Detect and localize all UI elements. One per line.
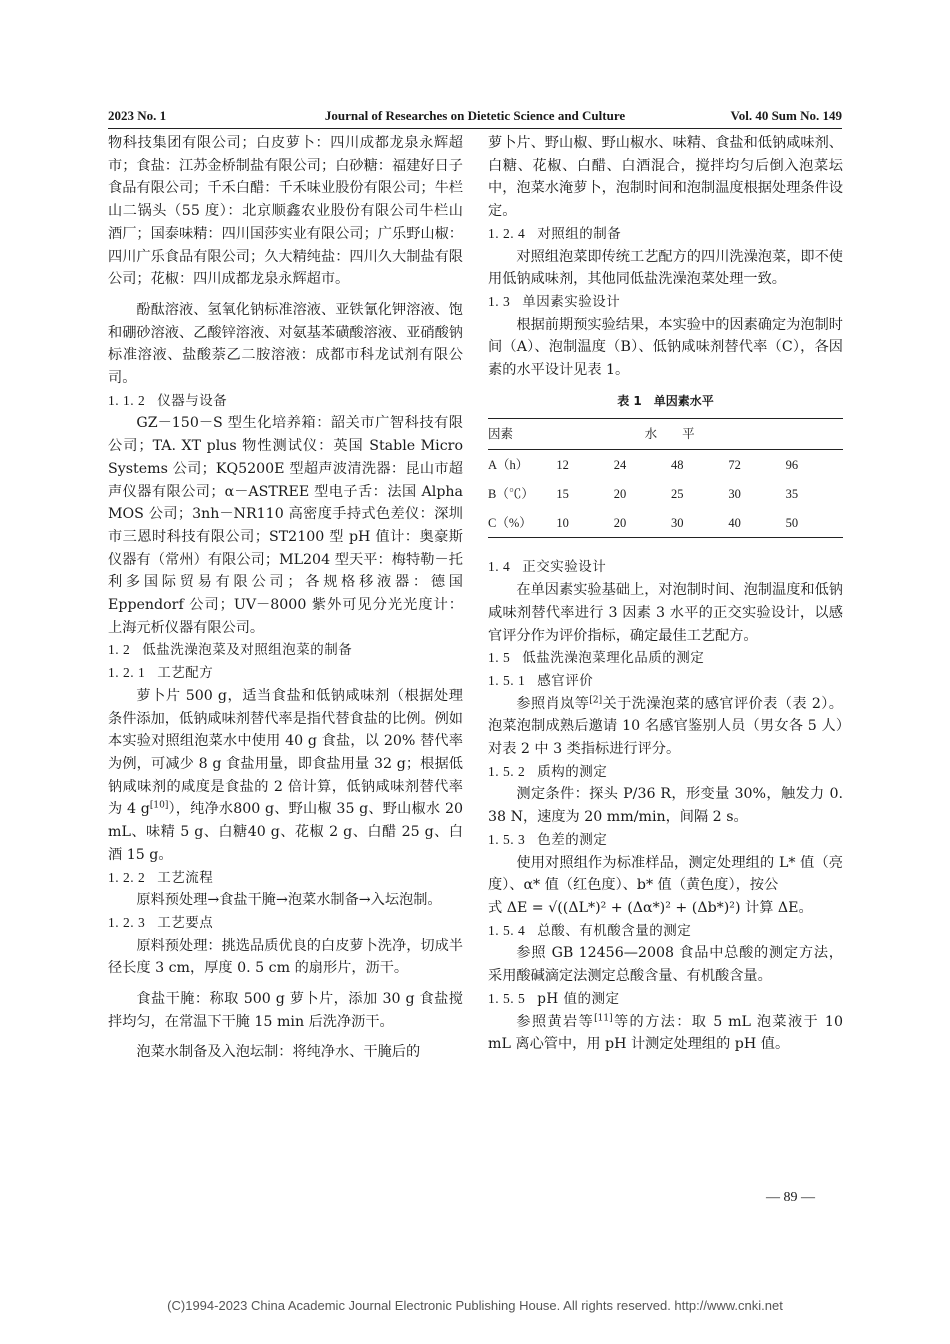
section-1-1-2: 1. 1. 2 仪器与设备 <box>108 392 228 409</box>
orthogonal-paragraph: 在单因素实验基础上，对泡制时间、泡制温度和低钠咸味剂替代率进行 3 因素 3 水平的正交实验设计，以感官评分作为评价指标，确定最佳工艺配方。 <box>488 582 843 644</box>
section-1-3: 1. 3 单因素实验设计 <box>488 293 621 310</box>
color-formula: 式 ΔE = √((ΔL*)² + (Δα*)² + (Δb*)²) 计算 ΔE。 <box>488 899 813 916</box>
copyright-footer: (C)1994-2023 China Academic Journal Electronic Publishing House. All rights reserved. http://www.cnki.net <box>167 1298 783 1313</box>
section-1-5-2: 1. 5. 2 质构的测定 <box>488 763 608 780</box>
section-1-2-2: 1. 2. 2 工艺流程 <box>108 869 214 886</box>
pretreatment-paragraph: 原料预处理：挑选品质优良的白皮萝卜洗净，切成半径长度 3 cm，厚度 0. 5 cm 的扇形片，沥干。 <box>108 937 463 977</box>
ph-paragraph: 参照黄岩等[11]等的方法：取 5 mL 泡菜液于 10 mL 离心管中，用 pH 计测定处理组的 pH 值。 <box>488 1012 843 1053</box>
section-1-2-4: 1. 2. 4 对照组的制备 <box>488 225 622 242</box>
table-1-caption: 表 1 单因素水平 <box>617 393 714 408</box>
flow-paragraph: 原料预处理→食盐干腌→泡菜水制备→入坛泡制。 <box>136 892 442 909</box>
section-1-5-3: 1. 5. 3 色差的测定 <box>488 831 608 848</box>
citation-10[interactable]: [10] <box>149 800 169 811</box>
brine-continued-paragraph: 萝卜片、野山椒、野山椒水、味精、食盐和低钠咸味剂、白糖、花椒、白醋、白酒混合，搅拌均匀后倒入泡菜坛中，泡菜水淹萝卜，泡制时间和泡制温度根据处理条件设定。 <box>488 135 843 220</box>
page-number: — 89 — <box>766 1190 815 1205</box>
brine-paragraph: 泡菜水制备及入泡坛制：将纯净水、干腌后的 <box>136 1044 421 1061</box>
section-1-5-4: 1. 5. 4 总酸、有机酸含量的测定 <box>488 922 692 939</box>
section-1-4: 1. 4 正交实验设计 <box>488 559 607 576</box>
header-journal: Journal of Researches on Dietetic Science and Culture <box>324 108 626 123</box>
salting-paragraph: 食盐干腌：称取 500 g 萝卜片，添加 30 g 食盐搅拌均匀，在常温下干腌 15 min 后洗净沥干。 <box>108 991 463 1030</box>
table-row: C（%） 10 20 30 40 50 <box>488 508 843 538</box>
section-1-2: 1. 2 低盐洗澡泡菜及对照组泡菜的制备 <box>108 642 353 659</box>
table-head-level: 水 平 <box>556 419 843 450</box>
instruments-paragraph: GZ－150－S 型生化培养箱：韶关市广智科技有限公司；TA. XT plus 物性测试仪：英国 Stable Micro Systems 公司；KQ5200E 型超声波清洗器：昆山市超声仪器有限公司；α－ASTREE 型电子舌：法国 Alpha MOS 公司；3nh－NR110 高密度手持式色差仪：深圳市三恩时科技有限公司；ST2100 型 pH 值计：奥豪斯仪器有（常州）有限公司；ML204 型天平：梅特勒－托利多国际贸易有限公司；各规格移液器：德国 Eppendorf 公司；UV－8000 紫外可见分光光度计：上海元析仪器有限公司。 <box>108 415 463 636</box>
single-factor-paragraph: 根据前期预实验结果，本实验中的因素确定为泡制时间（A）、泡制温度（B）、低钠咸味剂替代率（C），各因素的水平设计见表 1。 <box>488 316 843 379</box>
table-1 <box>488 418 843 538</box>
section-1-5: 1. 5 低盐洗澡泡菜理化品质的测定 <box>488 650 705 667</box>
acid-paragraph: 参照 GB 12456—2008 食品中总酸的测定方法，采用酸碱滴定法测定总酸含量、有机酸含量。 <box>488 945 843 985</box>
section-1-2-1: 1. 2. 1 工艺配方 <box>108 665 214 682</box>
header-rule <box>108 128 842 129</box>
section-1-5-1: 1. 5. 1 感官评价 <box>488 672 594 689</box>
citation-11[interactable]: [11] <box>594 1012 613 1023</box>
table-row: A（h） 12 24 48 72 96 <box>488 457 799 472</box>
right-column <box>488 132 843 1056</box>
citation-2[interactable]: [2] <box>589 694 603 705</box>
left-column <box>108 132 463 1064</box>
section-1-5-5: 1. 5. 5 pH 值的测定 <box>488 990 620 1007</box>
suppliers-paragraph: 物科技集团有限公司；白皮萝卜：四川成都龙泉永辉超市；食盐：江苏金桥制盐有限公司；白砂糖：福建好日子食品有限公司；千禾白醋：千禾味业股份有限公司；牛栏山二锅头（55 度）：北京顺鑫农业股份有限公司牛栏山酒厂；国泰味精：四川国莎实业有限公司；广乐野山椒：四川广乐食品有限公司；久大精纯盐：四川久大制盐有限公司；花椒：四川成都龙泉永辉超市。 <box>108 135 463 288</box>
section-1-2-3: 1. 2. 3 工艺要点 <box>108 914 214 931</box>
header-volume: Vol. 40 Sum No. 149 <box>730 108 842 123</box>
reagents-paragraph: 酚酞溶液、氢氧化钠标准溶液、亚铁氰化钾溶液、饱和硼砂溶液、乙酸锌溶液、对氨基苯磺酸溶液、亚硝酸钠标准溶液、盐酸萘乙二胺溶液：成都市科龙试剂有限公司。 <box>108 301 463 387</box>
sensory-paragraph: 参照肖岚等[2]关于洗澡泡菜的感官评价表（表 2）。泡菜泡制成熟后邀请 10 名感官鉴别人员（男女各 5 人）对表 2 中 3 类指标进行评分。 <box>488 694 843 758</box>
header-issue: 2023 No. 1 <box>108 108 167 123</box>
table-row: B（℃） 15 20 25 30 35 <box>488 486 799 501</box>
control-paragraph: 对照组泡菜即传统工艺配方的四川洗澡泡菜，即不使用低钠咸味剂，其他同低盐洗澡泡菜处理一致。 <box>488 248 843 288</box>
color-paragraph: 使用对照组作为标准样品，测定处理组的 L* 值（亮度）、α* 值（红色度）、b* 值（黄色度），按公 <box>488 854 843 894</box>
formula-paragraph: 萝卜片 500 g，适当食盐和低钠咸味剂（根据处理条件添加，低钠咸味剂替代率是指代替食盐的比例。例如本实验对照组泡菜水中使用 40 g 食盐，以 20% 替代率为例，可减少 8 g 食盐用量，即食盐用量 32 g；根据低钠咸味剂的咸度是食盐的 2 倍计算，低钠咸味剂替代率为 4 g[10]），纯净水800 g、野山椒 35 g、野山椒水 20 mL、味精 5 g、白糖40 g、花椒 2 g、白醋 25 g、白酒 15 g。 <box>108 687 463 863</box>
texture-paragraph: 测定条件：探头 P/36 R，形变量 30%，触发力 0. 38 N，速度为 20 mm/min，间隔 2 s。 <box>488 786 843 826</box>
table-head-factor: 因素 <box>488 419 556 450</box>
